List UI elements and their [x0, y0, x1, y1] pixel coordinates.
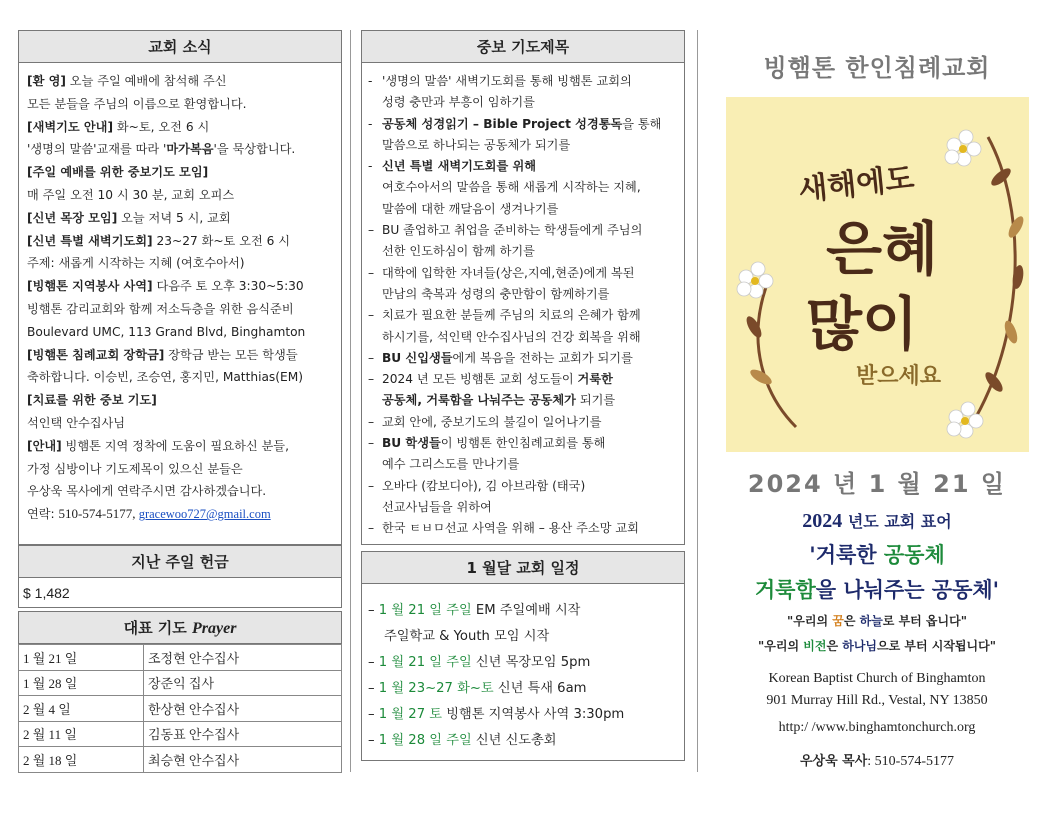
- item-text: 오바다 (캄보디아), 김 아브라함 (태국): [382, 478, 586, 493]
- quote-text: 로 부터 옵니다": [882, 614, 967, 628]
- quote-highlight: 하나님: [842, 639, 878, 653]
- prayer-name: 한상현 안수집사: [144, 696, 342, 722]
- dawn-tag: [새벽기도 안내]: [27, 119, 114, 134]
- list-item: – 1 월 27 토 빙햄톤 지역봉사 사역 3:30pm: [368, 706, 625, 722]
- calendar-title: 1 월달 교회 일정: [361, 551, 685, 584]
- motto-title: [712, 509, 1042, 533]
- column-divider: [697, 30, 698, 772]
- event-text: EM 주일예배 시작: [471, 602, 581, 618]
- prayer-table: [18, 644, 342, 773]
- event-date: 1 월 28 일 주일: [378, 732, 472, 748]
- offering-title: 지난 주일 헌금: [18, 545, 342, 578]
- prayer-date: 2 월 11 일: [19, 721, 144, 747]
- event-text-2: 주일학교 & Youth 모임 시작: [384, 628, 550, 644]
- item-bold: 공동체, 거룩함을 나눠주는 공동체가: [382, 393, 576, 408]
- dash: –: [368, 223, 375, 238]
- dawn-text: 화~토, 오전 6 시: [113, 119, 210, 134]
- list-item: [368, 114, 678, 157]
- list-item: [368, 369, 678, 412]
- prayer-title-en: Prayer: [191, 620, 237, 637]
- item-bold: 거룩한: [577, 372, 613, 387]
- list-item: – 1 월 23~27 화~토 신년 특새 6am: [368, 680, 587, 696]
- item-text: 선한 인도하심이 함께 하기를: [382, 244, 535, 259]
- calendar-list: [361, 584, 685, 761]
- list-item: [368, 305, 678, 348]
- quote-text: 은: [843, 614, 860, 628]
- quote-text: 은: [826, 639, 843, 653]
- contact-phone: 510-574-5177,: [58, 506, 139, 522]
- list-item: – 1 월 28 일 주일 신년 신도총회: [368, 732, 557, 748]
- event-text: 빙햄톤 지역봉사 사역 3:30pm: [442, 706, 625, 722]
- dash: –: [368, 265, 375, 280]
- item-text: 을 통해: [622, 116, 662, 131]
- motto-text: 을 나눠주는 공동체': [815, 578, 1000, 602]
- banner-line-1: 새해에도: [796, 161, 916, 208]
- prayer-name: 김동표 안수집사: [144, 721, 342, 747]
- banner-line-3: 많이: [806, 290, 919, 358]
- church-address: [712, 668, 1042, 712]
- item-text: 만남의 축복과 성령의 충만함이 함께하기를: [382, 286, 610, 301]
- guide-text-3: 우상욱 목사에게 연락주시면 감사하겠습니다.: [27, 484, 267, 499]
- guide-text-2: 가정 심방이나 기도제목이 있으신 분들은: [27, 461, 243, 476]
- item-text: 에게 복음을 전하는 교회가 되기를: [452, 350, 633, 365]
- guide-tag: [안내]: [27, 438, 62, 453]
- prayer-name: 장준익 집사: [144, 670, 342, 696]
- banner-line-2: 은혜: [826, 215, 939, 283]
- special-dawn-text: 23~27 화~토 오전 6 시: [152, 233, 291, 248]
- motto-line-2: [712, 574, 1042, 604]
- prayer-date: 1 월 21 일: [19, 645, 144, 671]
- list-item: [368, 476, 678, 519]
- item-text: 예수 그리스도를 만나기를: [382, 457, 520, 472]
- item-text: BU 졸업하고 취업을 준비하는 학생들에게 주님의: [382, 223, 643, 238]
- dawn-text-2c: '을 묵상합니다.: [213, 142, 296, 157]
- dash: -: [368, 116, 373, 131]
- item-text: 선교사님들을 위하여: [382, 499, 492, 514]
- table-row: [19, 696, 342, 722]
- motto-text-green: 공동체: [883, 543, 945, 567]
- motto-text-green: 거룩함: [754, 578, 816, 602]
- dash: –: [368, 521, 375, 536]
- quote-highlight: 하늘: [859, 614, 883, 628]
- service-text: 다음주 토 오후 3:30~5:30: [152, 279, 304, 294]
- event-date: 1 월 21 일 주일: [378, 654, 472, 670]
- dash: –: [368, 478, 375, 493]
- contact-email-link[interactable]: gracewoo727@gmail.com: [138, 507, 271, 522]
- item-text: 말씀으로 하나되는 공동체가 되기를: [382, 137, 571, 152]
- motto-line-1: [712, 539, 1042, 569]
- list-item: [368, 433, 678, 476]
- list-item: – 1 월 21 일 주일 EM 주일예배 시작: [368, 602, 581, 618]
- pastor-phone: : 510-574-5177: [867, 754, 955, 769]
- column-divider: [350, 30, 351, 772]
- item-text: 2024 년 모든 빙햄톤 교회 성도들이: [382, 372, 578, 387]
- quote-highlight: 꿈: [832, 614, 844, 628]
- dash: -: [368, 159, 373, 174]
- event-date: 1 월 21 일 주일: [378, 602, 472, 618]
- left-column: [18, 30, 342, 773]
- dash: –: [368, 436, 375, 451]
- cover-column: [712, 30, 1042, 770]
- service-tag: [빙햄톤 지역봉사 사역]: [27, 279, 153, 294]
- dash: –: [368, 350, 375, 365]
- event-date: 1 월 27 토: [378, 706, 443, 722]
- item-text: 말씀에 대한 깨달음이 생겨나기를: [382, 201, 559, 216]
- new-year-banner: [726, 97, 1029, 452]
- quote-text: "우리의: [758, 639, 804, 653]
- item-bold: BU 학생들: [382, 436, 441, 451]
- middle-column: [361, 30, 685, 761]
- healing-tag: [치료를 위한 중보 기도]: [27, 393, 157, 408]
- cell-text: 오늘 저녁 5 시, 교회: [117, 210, 231, 225]
- church-street: 901 Murray Hill Rd., Vestal, NY 13850: [766, 693, 988, 708]
- prayer-name: 조정현 안수집사: [144, 645, 342, 671]
- quote-text: "우리의: [787, 614, 833, 628]
- list-item: [368, 412, 678, 433]
- table-row: [19, 645, 342, 671]
- motto-label: 년도 교회 표어: [842, 512, 952, 531]
- pastor-contact: [712, 750, 1042, 770]
- table-row: [19, 721, 342, 747]
- news-body: [18, 63, 342, 545]
- dawn-book: 마가복음: [166, 142, 214, 157]
- news-title: 교회 소식: [18, 30, 342, 63]
- dash: –: [368, 372, 375, 387]
- sunday-prayer-text: 매 주일 오전 10 시 30 분, 교회 오피스: [27, 187, 235, 202]
- item-bold: 공동체 성경읽기 – Bible Project 성경통독: [382, 116, 623, 131]
- pastor-name: 우상욱 목사: [799, 754, 868, 769]
- special-dawn-tag: [신년 특별 새벽기도회]: [27, 233, 153, 248]
- item-text: 되기를: [575, 393, 616, 408]
- prayer-title: [18, 611, 342, 644]
- item-text: 하시기를, 석인택 안수집사님의 건강 회복을 위해: [382, 329, 641, 344]
- sunday-prayer-tag: [주일 예배를 위한 중보기도 모임]: [27, 165, 209, 180]
- welcome-text-2: 모든 분들을 주님의 이름으로 환영합니다.: [27, 96, 247, 111]
- prayer-date: 2 월 4 일: [19, 696, 144, 722]
- list-item: [368, 156, 678, 220]
- contact-label: 연락:: [27, 507, 59, 522]
- intercession-list: [361, 63, 685, 545]
- prayer-date: 2 월 18 일: [19, 747, 144, 773]
- item-bold: BU 신입생들: [382, 350, 453, 365]
- list-item: – 1 월 21 일 주일 신년 목장모임 5pm: [368, 654, 591, 670]
- motto-text: '거룩한: [809, 543, 884, 567]
- church-website-link[interactable]: http:/ /www.binghamtonchurch.org: [778, 720, 976, 735]
- item-text: 성령 충만과 부흥이 임하기를: [382, 95, 535, 110]
- event-date: 1 월 23~27 화~토: [378, 680, 494, 696]
- scholarship-text-2: 축하합니다. 이승빈, 조승연, 홍지민, Matthias(EM): [27, 370, 304, 385]
- item-text: 치료가 필요한 분들께 주님의 치료의 은혜가 함께: [382, 308, 641, 323]
- list-item: [368, 348, 678, 369]
- quote-highlight: 비전: [803, 639, 827, 653]
- service-address: Boulevard UMC, 113 Grand Blvd, Binghamton: [27, 324, 306, 339]
- item-text: 교회 안에, 중보기도의 불길이 일어나기를: [382, 414, 602, 429]
- item-text: 이 빙햄톤 한인침례교회를 통해: [440, 436, 606, 451]
- offering-amount: $ 1,482: [18, 578, 342, 608]
- quote-text: 으로 부터 시작됩니다": [877, 639, 996, 653]
- prayer-date: 1 월 28 일: [19, 670, 144, 696]
- church-name-en: Korean Baptist Church of Binghamton: [768, 671, 986, 686]
- bulletin-date: 2024 년 1 월 21 일: [747, 470, 1007, 498]
- item-text: '생명의 말씀' 새벽기도회를 통해 빙햄톤 교회의: [382, 74, 632, 88]
- item-text: 한국 ㅌㅂㅁ선교 사역을 위해 – 용산 주소망 교회: [382, 521, 639, 536]
- scholarship-tag: [빙햄톤 침례교회 장학금]: [27, 347, 165, 362]
- item-text: 여호수아서의 말씀을 통해 새롭게 시작하는 지혜,: [382, 180, 641, 195]
- list-item: [368, 71, 678, 114]
- dash: –: [368, 308, 375, 323]
- banner-line-4: 받으세요: [856, 363, 942, 389]
- table-row: [19, 670, 342, 696]
- motto-year: 2024: [802, 510, 843, 532]
- church-name: 빙햄톤 한인침례교회: [763, 54, 991, 82]
- welcome-text: 오늘 주일 예배에 참석해 주신: [65, 74, 227, 88]
- guide-text: 빙햄톤 지역 정착에 도움이 필요하신 분들,: [61, 438, 289, 453]
- cell-tag: [신년 목장 모임]: [27, 210, 118, 225]
- healing-text: 석인택 안수집사님: [27, 415, 126, 430]
- welcome-tag: [환 영]: [27, 74, 66, 88]
- quote-dream: [712, 612, 1042, 629]
- list-item: [368, 263, 678, 306]
- prayer-name: 최승현 안수집사: [144, 747, 342, 773]
- item-bold: 신년 특별 새벽기도회를 위해: [382, 159, 537, 174]
- list-item: [368, 518, 678, 539]
- intercession-title: 중보 기도제목: [361, 30, 685, 63]
- item-text: 대학에 입학한 자녀들(상은,지예,현준)에게 복된: [382, 265, 635, 280]
- service-text-2: 빙햄톤 감리교회와 함께 저소득층을 위한 음식준비: [27, 301, 294, 316]
- dash: -: [368, 74, 373, 88]
- event-text: 신년 신도총회: [471, 732, 557, 748]
- dawn-text-2a: '생명의 말씀'교재를 따라 ': [27, 142, 167, 157]
- table-row: [19, 747, 342, 773]
- scholarship-text: 장학금 받는 모든 학생들: [164, 347, 298, 362]
- event-text: 신년 특새 6am: [493, 680, 587, 696]
- prayer-title-ko: 대표 기도: [123, 619, 192, 637]
- list-item: [368, 220, 678, 263]
- dash: –: [368, 414, 375, 429]
- quote-vision: [712, 637, 1042, 654]
- event-text: 신년 목장모임 5pm: [471, 654, 591, 670]
- special-dawn-theme: 주제: 새롭게 시작하는 지혜 (여호수아서): [27, 256, 245, 271]
